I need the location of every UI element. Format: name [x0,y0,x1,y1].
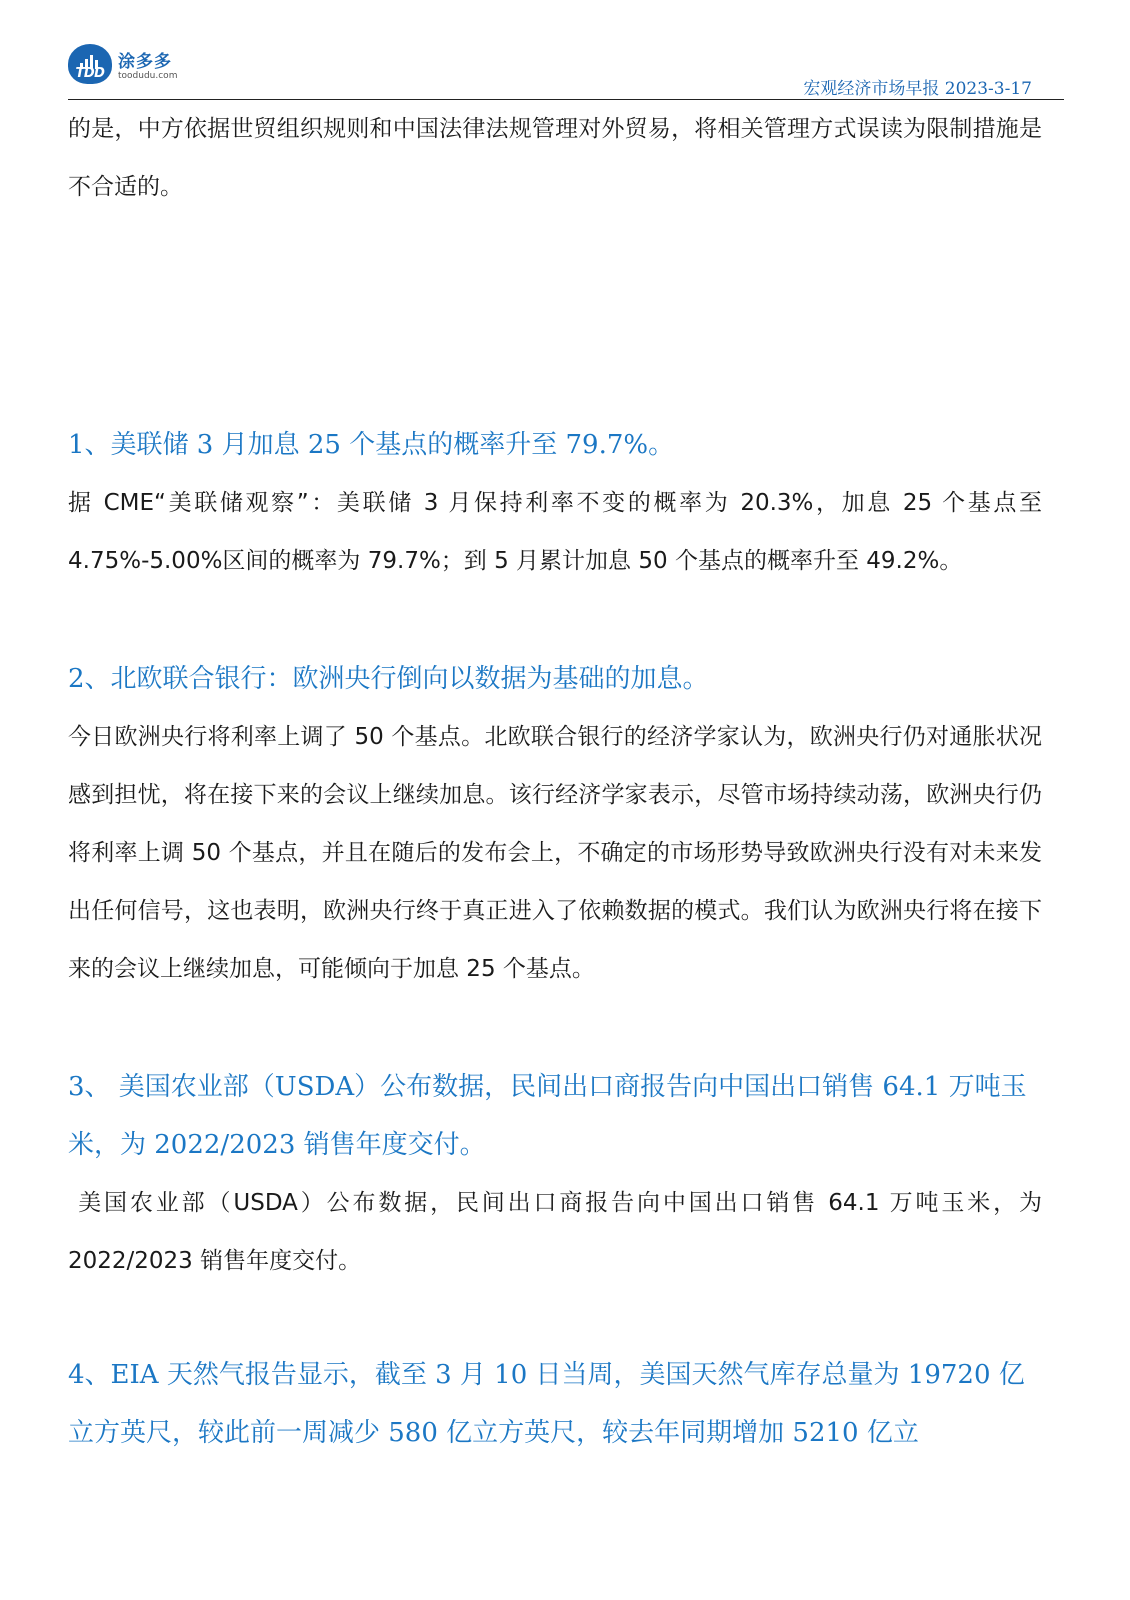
section-3-body: 美国农业部（USDA）公布数据，民间出口商报告向中国出口销售 64.1 万吨玉米，为 2022/2023 销售年度交付。 [68,1190,1050,1274]
logo [68,44,177,84]
section-4-heading: 4、EIA 天然气报告显示，截至 3 月 10 日当周，美国天然气库存总量为 19720 亿立方英尺，较此前一周减少 580 亿立方英尺，较去年同期增加 5210 亿立 [68,1360,1025,1448]
section-1-body: 据 CME“美联储观察”：美联储 3 月保持利率不变的概率为 20.3%，加息 25 个基点至 4.75%-5.00%区间的概率为 79.7%；到 5 月累计加息 50 个基点的概率升至 49.2%。 [68,490,1042,574]
section-1-heading: 1、美联储 3 月加息 25 个基点的概率升至 79.7%。 [68,430,675,460]
page-header [68,44,1064,100]
logo-domain: toodudu.com [118,71,178,81]
section-2-heading: 2、北欧联合银行：欧洲央行倒向以数据为基础的加息。 [68,664,709,694]
logo-mark-text: TDD [75,66,105,81]
intro-paragraph: 的是，中方依据世贸组织规则和中国法律法规管理对外贸易，将相关管理方式误读为限制措施是不合适的。 [68,116,1042,200]
report-title: 宏观经济市场早报 2023-3-17 [803,79,1032,99]
logo-brand-name: 涂多多 [118,52,172,72]
document-body [68,100,1050,1462]
tdd-logo-icon [68,44,112,84]
section-2-body: 今日欧洲央行将利率上调了 50 个基点。北欧联合银行的经济学家认为，欧洲央行仍对通胀状况感到担忧，将在接下来的会议上继续加息。该行经济学家表示，尽管市场持续动荡，欧洲央行仍将利率上调 50 个基点，并且在随后的发布会上，不确定的市场形势导致欧洲央行没有对未来发出任何信号，这也表明，欧洲央行终于真正进入了依赖数据的模式。我们认为欧洲央行将在接下来的会议上继续加息，可能倾向于加息 25 个基点。 [68,724,1042,982]
section-3-heading: 3、 美国农业部（USDA）公布数据，民间出口商报告向中国出口销售 64.1 万吨玉米，为 2022/2023 销售年度交付。 [68,1072,1027,1160]
